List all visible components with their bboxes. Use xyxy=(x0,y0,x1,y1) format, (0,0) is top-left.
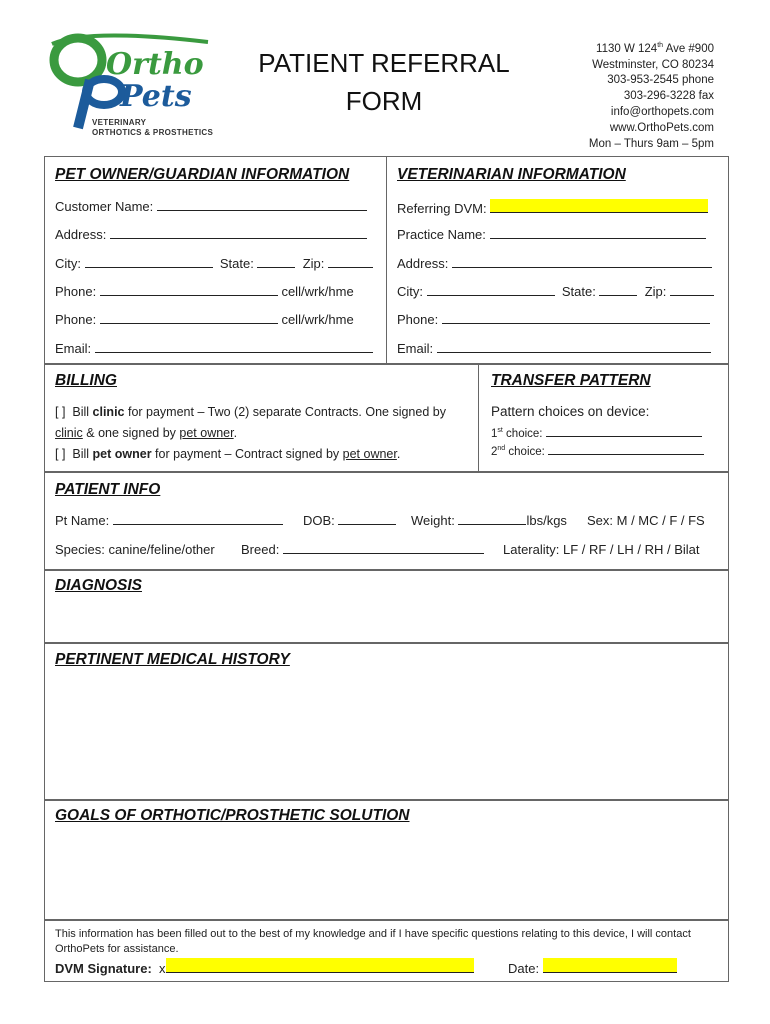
contact-block xyxy=(494,38,714,152)
transfer-choice-1[interactable]: 1st choice: xyxy=(491,425,702,440)
vet-address-field[interactable]: Address: xyxy=(397,256,712,271)
contact-website: www.OrthoPets.com xyxy=(609,121,714,134)
owner-phone1-field[interactable]: Phone: cell/wrk/hme xyxy=(55,284,354,299)
owner-phone2-field[interactable]: Phone: cell/wrk/hme xyxy=(55,312,354,327)
medical-history-heading: PERTINENT MEDICAL HISTORY xyxy=(55,651,290,668)
signature-statement: This information has been filled out to the best of my knowledge and if I have specific questions relating to this device, I will contact OrthoPets for assistance. xyxy=(55,928,691,955)
vet-city-state-zip-field[interactable]: City: State: Zip: xyxy=(397,284,714,299)
owner-heading: PET OWNER/GUARDIAN INFORMATION xyxy=(55,166,350,183)
form-title xyxy=(254,44,514,120)
patient-breed-field[interactable]: Breed: xyxy=(241,542,484,557)
form-title-line1: PATIENT REFERRAL xyxy=(258,48,510,78)
logo-word-ortho: Ortho xyxy=(106,47,204,82)
vet-heading: VETERINARIAN INFORMATION xyxy=(397,166,626,183)
contact-hours: Mon – Thurs 9am – 5pm xyxy=(588,137,714,150)
billing-heading: BILLING xyxy=(55,372,117,389)
orthopets-logo xyxy=(48,30,223,140)
form-title-line2: FORM xyxy=(345,86,423,116)
owner-city-state-zip-field[interactable]: City: State: Zip: xyxy=(55,256,373,271)
billing-option-owner[interactable]: [ ] Bill pet owner for payment – Contract signed by pet owner. xyxy=(55,447,401,461)
owner-address-field[interactable]: Address: xyxy=(55,227,367,242)
patient-weight-field[interactable]: Weight: lbs/kgs xyxy=(411,513,567,528)
transfer-choice-2[interactable]: 2nd choice: xyxy=(491,443,704,458)
transfer-intro: Pattern choices on device: xyxy=(491,404,650,419)
owner-vet-divider xyxy=(386,156,387,364)
logo-word-pets: Pets xyxy=(120,79,192,114)
patient-dob-field[interactable]: DOB: xyxy=(303,513,396,528)
diagnosis-heading: DIAGNOSIS xyxy=(55,577,142,594)
referring-dvm-field[interactable]: Referring DVM: xyxy=(397,199,708,216)
logo-tagline-1: VETERINARY xyxy=(92,118,147,127)
logo-tagline-2: ORTHOTICS & PROSTHETICS xyxy=(92,128,214,137)
patient-heading: PATIENT INFO xyxy=(55,481,161,498)
billing-option-clinic[interactable]: [ ] Bill clinic for payment – Two (2) separate Contracts. One signed by xyxy=(55,405,446,419)
transfer-heading: TRANSFER PATTERN xyxy=(491,372,651,389)
contact-address: 1130 W 124th Ave #900 xyxy=(596,42,714,55)
patient-name-field[interactable]: Pt Name: xyxy=(55,513,283,528)
dvm-signature-field[interactable]: DVM Signature: x xyxy=(55,958,474,976)
billing-transfer-divider xyxy=(478,364,479,472)
date-field[interactable]: Date: xyxy=(508,958,677,976)
contact-phone: 303-953-2545 phone xyxy=(607,74,714,87)
vet-phone-field[interactable]: Phone: xyxy=(397,312,710,327)
practice-name-field[interactable]: Practice Name: xyxy=(397,227,706,242)
contact-email: info@orthopets.com xyxy=(610,106,714,119)
contact-city: Westminster, CO 80234 xyxy=(592,58,714,71)
customer-name-field[interactable]: Customer Name: xyxy=(55,199,367,214)
billing-option-clinic-cont: clinic & one signed by pet owner. xyxy=(55,426,238,440)
diagnosis-section[interactable] xyxy=(44,570,729,643)
vet-email-field[interactable]: Email: xyxy=(397,341,711,356)
patient-laterality-field[interactable]: Laterality: LF / RF / LH / RH / Bilat xyxy=(503,542,700,557)
owner-email-field[interactable]: Email: xyxy=(55,341,373,356)
patient-sex-field[interactable]: Sex: M / MC / F / FS xyxy=(587,513,705,528)
goals-heading: GOALS OF ORTHOTIC/PROSTHETIC SOLUTION xyxy=(55,807,410,824)
patient-species-field[interactable]: Species: canine/feline/other xyxy=(55,542,215,557)
contact-fax: 303-296-3228 fax xyxy=(623,90,714,103)
